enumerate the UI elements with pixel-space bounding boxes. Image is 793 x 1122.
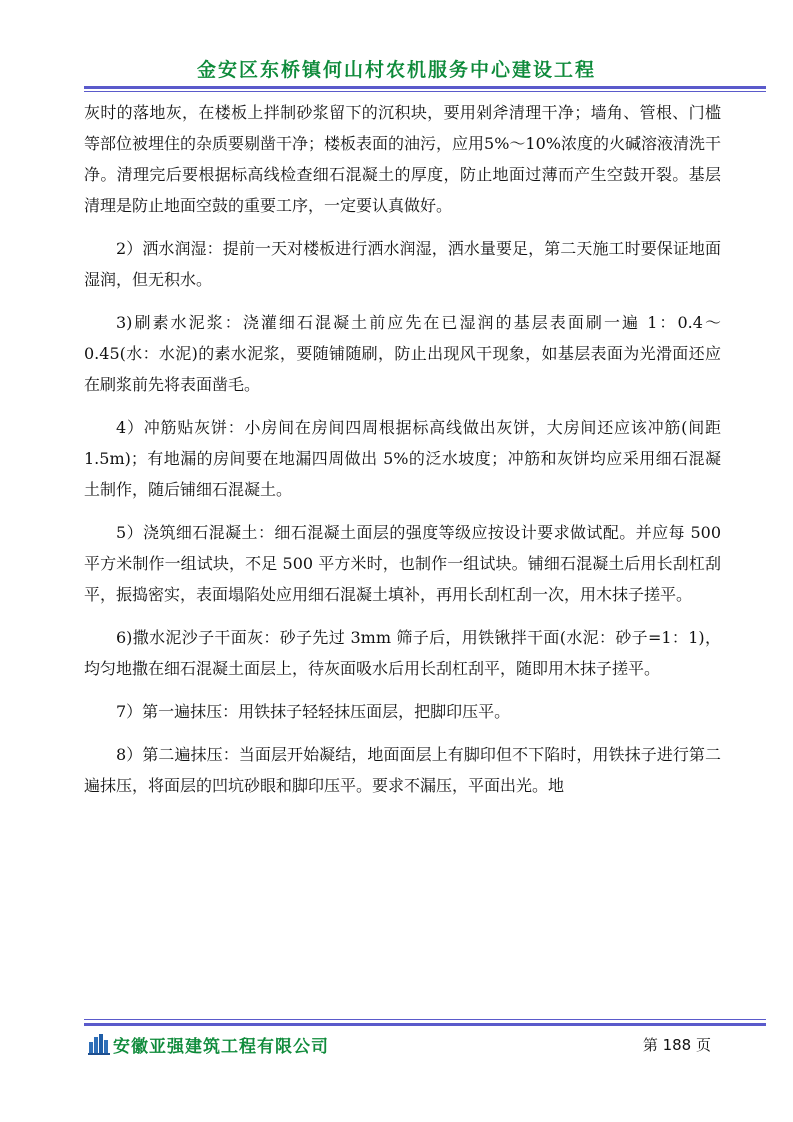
footer-company-name: 安徽亚强建筑工程有限公司 (113, 1037, 329, 1057)
page-header (0, 0, 793, 96)
document-body (84, 97, 721, 813)
header-rule-thick (84, 86, 766, 89)
paragraph-1: 灰时的落地灰，在楼板上拌制砂浆留下的沉积块，要用剁斧清理干净；墙角、管根、门槛等部位被埋住的杂质要剔凿干净；楼板表面的油污，应用5%～10%浓度的火碱溶液清洗干净。清理完后要根据标高线检查细石混凝土的厚度，防止地面过薄而产生空鼓开裂。基层清理是防止地面空鼓的重要工序，一定要认真做好。 (84, 103, 721, 215)
header-title: 金安区东桥镇何山村农机服务中心建设工程 (196, 59, 596, 81)
paragraph-8: 8）第二遍抹压：当面层开始凝结，地面面层上有脚印但不下陷时，用铁抹子进行第二遍抹压，将面层的凹坑砂眼和脚印压平。要求不漏压，平面出光。地 (84, 745, 721, 795)
paragraph-4: 4）冲筋贴灰饼：小房间在房间四周根据标高线做出灰饼，大房间还应该冲筋(间距 1.5m)；有地漏的房间要在地漏四周做出 5%的泛水坡度；冲筋和灰饼均应采用细石混凝土制作，随后铺细石混凝土。 (84, 418, 721, 499)
paragraph-7: 7）第一遍抹压：用铁抹子轻轻抹压面层，把脚印压平。 (116, 702, 511, 721)
page-footer (0, 1015, 793, 1075)
building-logo-icon (88, 1033, 110, 1055)
paragraph-3: 3)刷素水泥浆：浇灌细石混凝土前应先在已湿润的基层表面刷一遍 1：0.4～0.45(水：水泥)的素水泥浆，要随铺随刷，防止出现风干现象，如基层表面为光滑面还应在刷浆前先将表面凿毛。 (84, 313, 721, 394)
footer-rule-thin (84, 1019, 766, 1020)
footer-rule-thick (84, 1023, 766, 1026)
paragraph-5: 5）浇筑细石混凝土：细石混凝土面层的强度等级应按设计要求做试配。并应每 500 平方米制作一组试块，不足 500 平方米时，也制作一组试块。铺细石混凝土后用长刮杠刮平，振捣密实，表面塌陷处应用细石混凝土填补，再用长刮杠刮一次，用木抹子搓平。 (84, 523, 721, 604)
header-rule-thin (84, 91, 766, 92)
footer-page-number: 第 188 页 (642, 1036, 711, 1054)
paragraph-6: 6)撒水泥沙子干面灰：砂子先过 3mm 筛子后，用铁锹拌干面(水泥：砂子=1：1)，均匀地撒在细石混凝土面层上，待灰面吸水后用长刮杠刮平，随即用木抹子搓平。 (84, 628, 721, 678)
paragraph-2: 2）洒水润湿：提前一天对楼板进行洒水润湿，洒水量要足，第二天施工时要保证地面湿润，但无积水。 (84, 239, 721, 289)
